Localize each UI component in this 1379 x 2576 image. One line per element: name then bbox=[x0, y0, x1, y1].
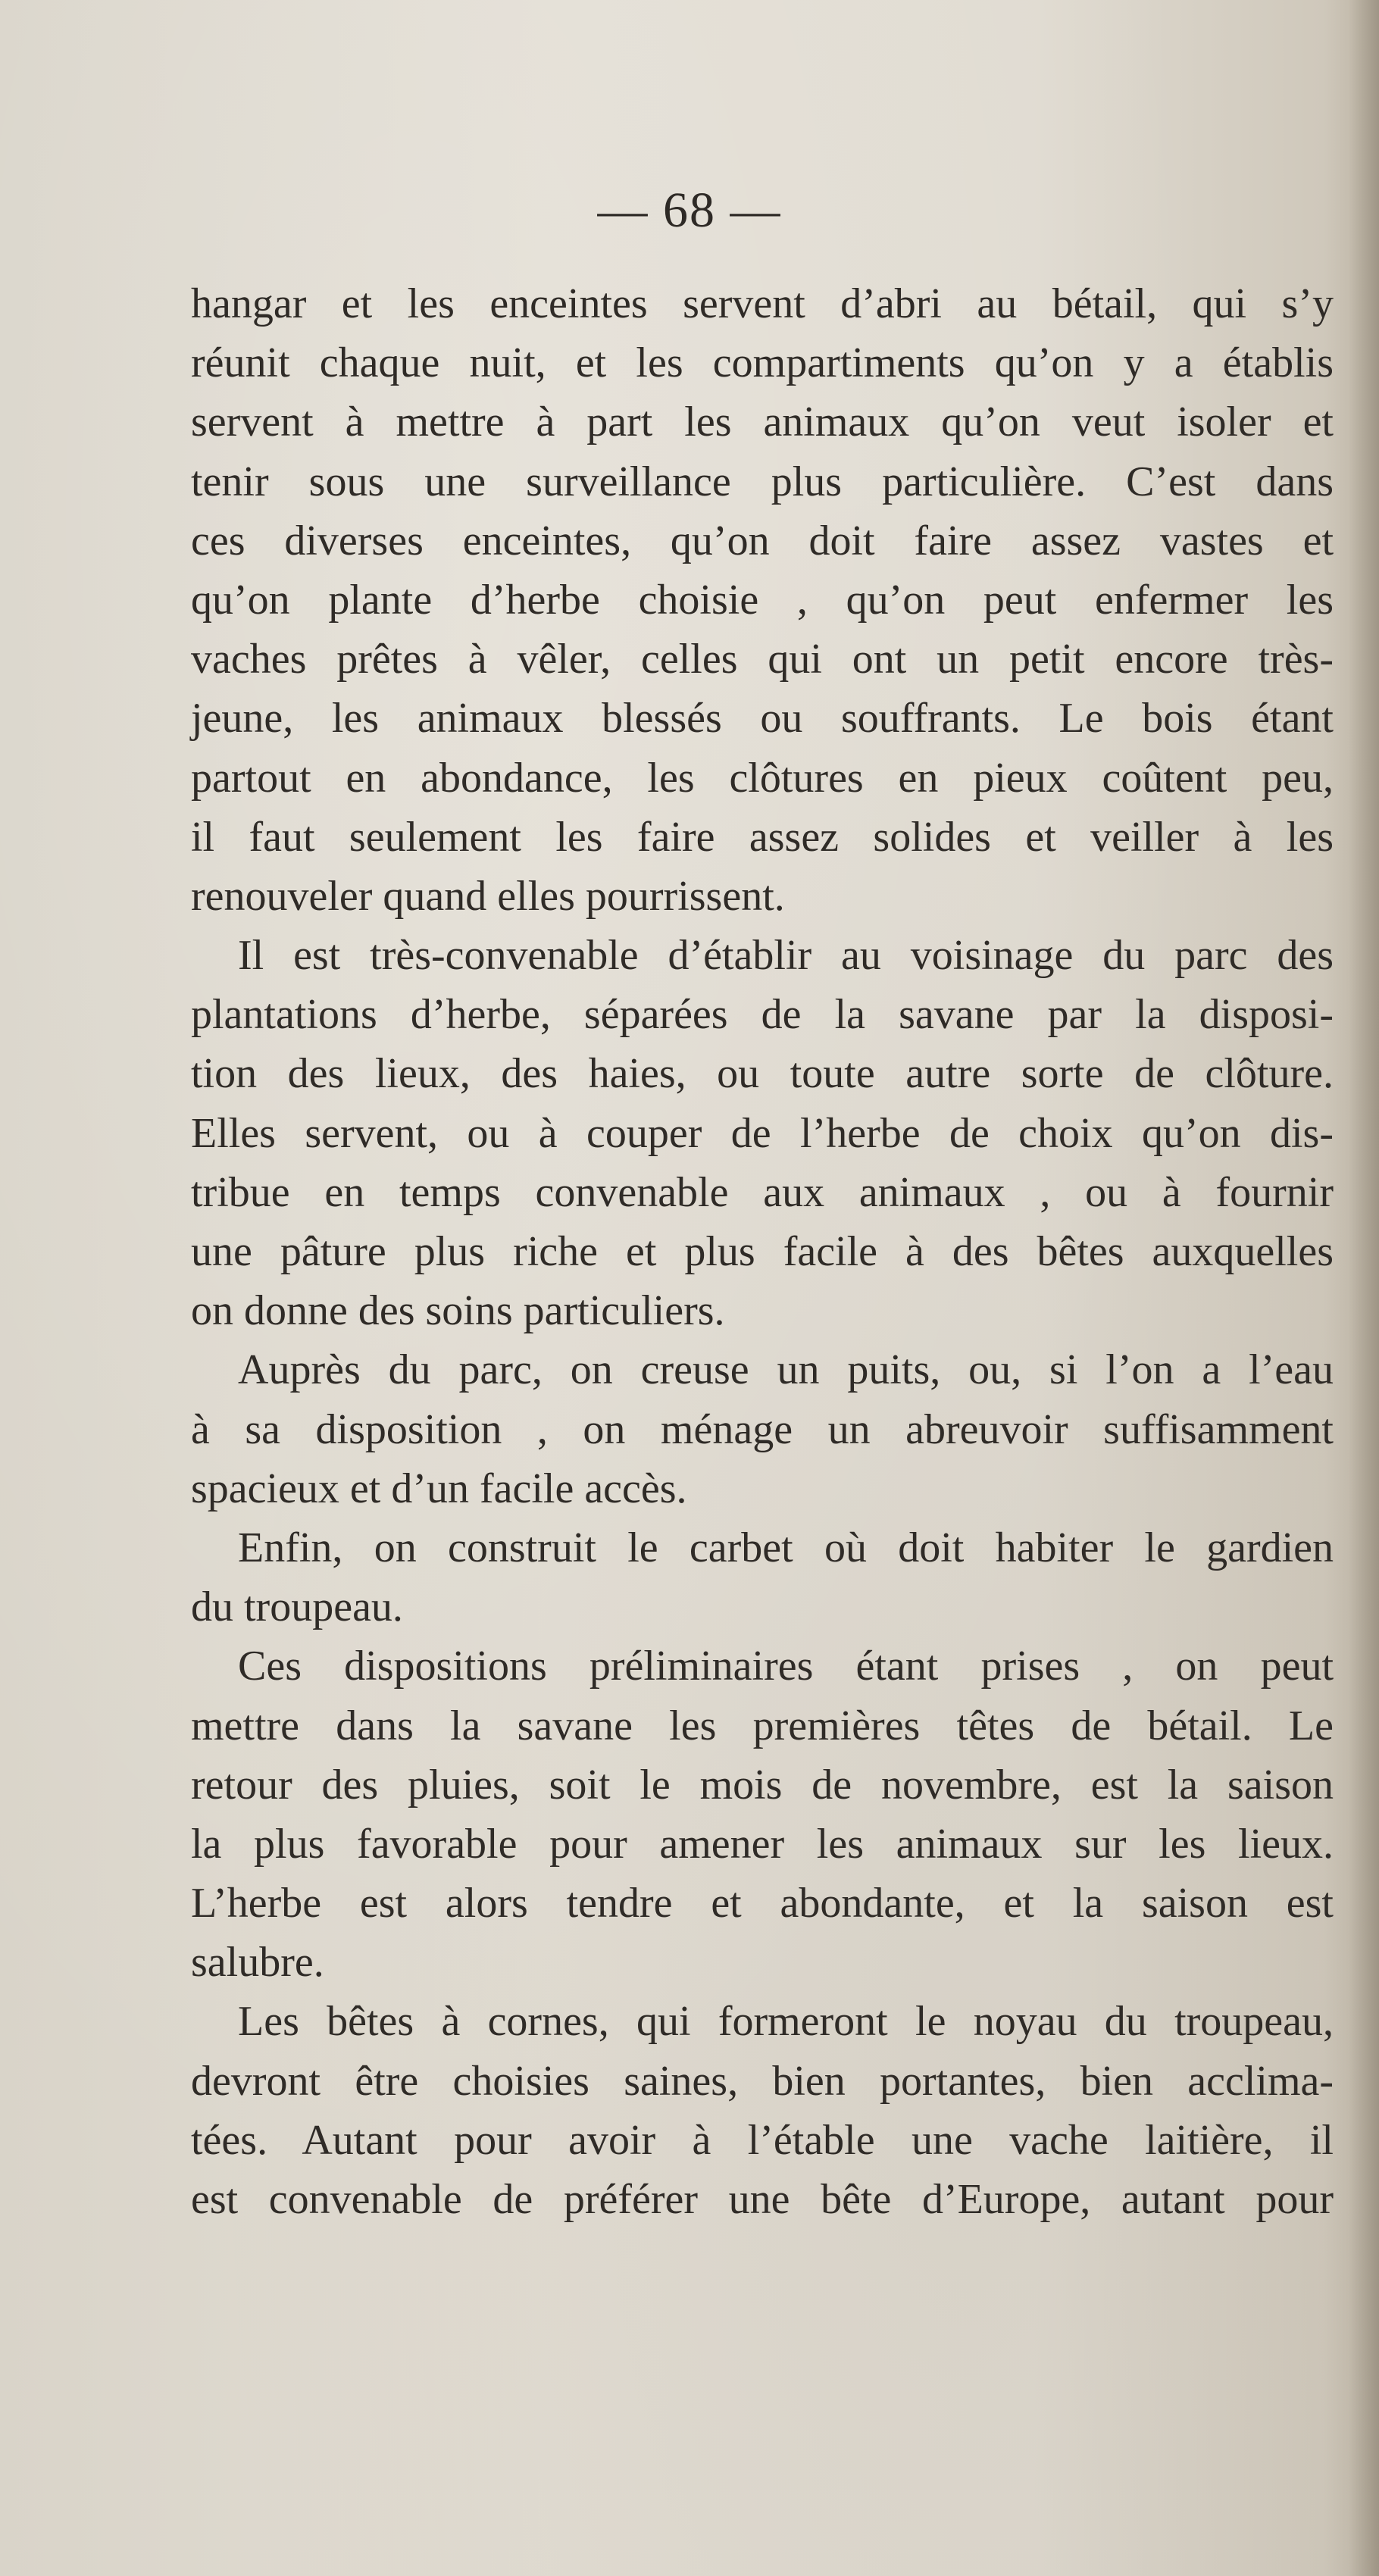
text-line: Enfin, on construit le carbet où doit habiter le gardien bbox=[238, 1524, 1334, 1571]
text-line: retour des pluies, soit le mois de novembre, est la saison bbox=[191, 1761, 1334, 1809]
text-line: Ces dispositions préliminaires étant prises , on peut bbox=[238, 1643, 1334, 1690]
text-line: du troupeau. bbox=[191, 1583, 403, 1631]
text-line: tenir sous une surveillance plus particulière. C’est dans bbox=[191, 458, 1334, 505]
text-line: L’herbe est alors tendre et abondante, et la saison est bbox=[191, 1880, 1334, 1927]
page-number: — 68 — bbox=[597, 183, 782, 238]
text-line: tion des lieux, des haies, ou toute autre sorte de clôture. bbox=[191, 1050, 1334, 1098]
body-text bbox=[191, 274, 1334, 2229]
text-line: Elles servent, ou à couper de l’herbe de choix qu’on dis- bbox=[191, 1109, 1334, 1157]
text-line: spacieux et d’un facile accès. bbox=[191, 1465, 687, 1512]
text-line: Les bêtes à cornes, qui formeront le noyau du troupeau, bbox=[238, 1998, 1334, 2046]
text-line: mettre dans la savane les premières têtes de bétail. Le bbox=[191, 1702, 1334, 1749]
text-line: tées. Autant pour avoir à l’étable une vache laitière, il bbox=[191, 2116, 1334, 2164]
text-line: à sa disposition , on ménage un abreuvoir suffisamment bbox=[191, 1405, 1334, 1453]
text-line: on donne des soins particuliers. bbox=[191, 1287, 725, 1335]
text-line: tribue en temps convenable aux animaux , ou à fournir bbox=[191, 1168, 1334, 1216]
text-line: hangar et les enceintes servent d’abri au bétail, qui s’y bbox=[191, 280, 1334, 327]
text-line: il faut seulement les faire assez solides et veiller à les bbox=[191, 813, 1334, 861]
page-edge-shadow bbox=[1349, 0, 1379, 2576]
text-line: plantations d’herbe, séparées de la savane par la disposi- bbox=[191, 991, 1334, 1039]
text-line: jeune, les animaux blessés ou souffrants. Le bois étant bbox=[191, 695, 1334, 742]
text-line: qu’on plante d’herbe choisie , qu’on peut enfermer les bbox=[191, 576, 1334, 624]
text-line: vaches prêtes à vêler, celles qui ont un petit encore très- bbox=[191, 636, 1334, 683]
text-line: une pâture plus riche et plus facile à des bêtes auxquelles bbox=[191, 1228, 1334, 1275]
text-line: ces diverses enceintes, qu’on doit faire assez vastes et bbox=[191, 517, 1334, 564]
text-line: est convenable de préférer une bête d’Europe, autant pour bbox=[191, 2176, 1334, 2223]
text-line: devront être choisies saines, bien portantes, bien acclima- bbox=[191, 2057, 1334, 2105]
text-line: servent à mettre à part les animaux qu’on veut isoler et bbox=[191, 399, 1334, 446]
text-line: Il est très-convenable d’établir au voisinage du parc des bbox=[238, 932, 1334, 980]
text-line: Auprès du parc, on creuse un puits, ou, si l’on a l’eau bbox=[238, 1346, 1334, 1394]
text-line: la plus favorable pour amener les animaux sur les lieux. bbox=[191, 1820, 1334, 1868]
text-line: réunit chaque nuit, et les compartiments qu’on y a établis bbox=[191, 339, 1334, 387]
text-line: partout en abondance, les clôtures en pieux coûtent peu, bbox=[191, 754, 1334, 802]
text-line: salubre. bbox=[191, 1939, 324, 1987]
text-line: renouveler quand elles pourrissent. bbox=[191, 872, 785, 920]
